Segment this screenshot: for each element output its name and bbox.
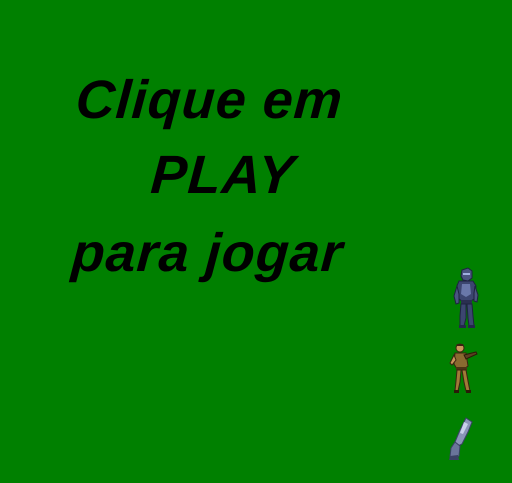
instruction-line-1: Clique em (73, 70, 346, 130)
soldier-character-icon (446, 342, 480, 394)
instruction-line-3: para jogar (69, 223, 346, 283)
armored-knight-icon (450, 266, 482, 330)
armored-leg-icon (444, 416, 476, 462)
instruction-line-play: PLAY (148, 145, 298, 205)
